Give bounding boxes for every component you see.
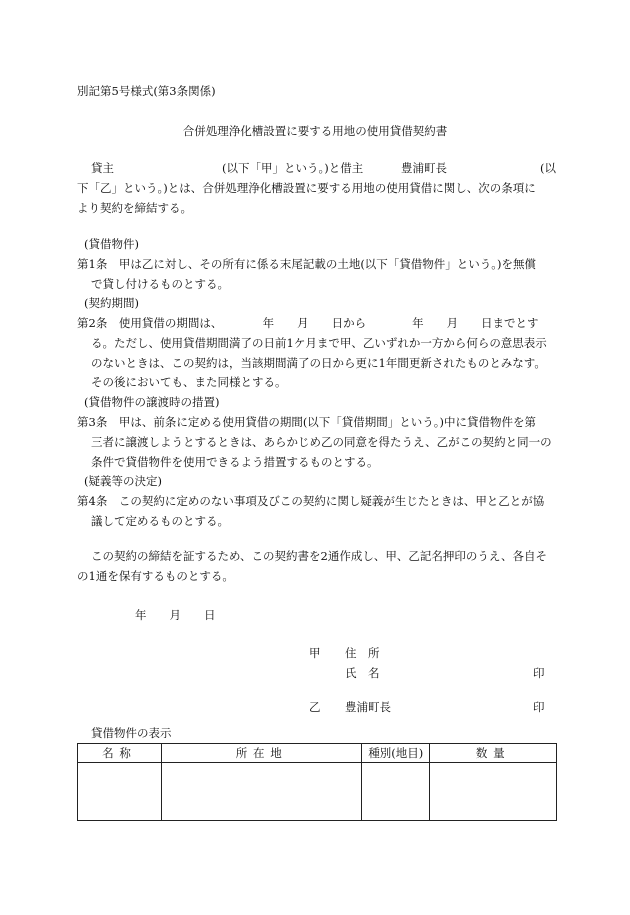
cell-location: [161, 763, 362, 821]
header-type: 種別(地目): [362, 744, 430, 763]
cell-type: [362, 763, 430, 821]
party-a-mark: 甲: [309, 646, 321, 660]
party-b-seal: 印: [533, 700, 545, 714]
article-1-line: で貸し付けるものとする。: [91, 277, 229, 291]
article-4-line: 第4条 この契約に定めのない事項及びこの契約に関し疑義が生じたときは、甲と乙とが協: [77, 494, 545, 508]
article-3-line: 三者に譲渡しようとするときは、あらかじめ乙の同意を得たうえ、乙がこの契約と同一の: [91, 435, 552, 449]
form-id: 別記第5号様式(第3条関係): [77, 84, 216, 98]
party-a-name-label: 氏 名: [345, 666, 380, 680]
article-3-line: 条件で貸借物件を使用できるよう措置するものとする。: [91, 455, 379, 469]
article-2-line: その後においても、また同様とする。: [91, 375, 287, 389]
closing-line: この契約の締結を証するため、この契約書を2通作成し、甲、乙記名押印のうえ、各自そ: [91, 549, 548, 563]
party-a-seal: 印: [533, 666, 545, 680]
article-4-heading: (疑義等の決定): [84, 474, 162, 488]
intro-line2: 下「乙」という。)とは、合併処理浄化槽設置に要する用地の使用貸借に関し、次の条項に: [77, 181, 536, 195]
article-2-line: のないときは、この契約は，当該期間満了の日から更に1年間更新されたものとみなす。: [91, 356, 546, 370]
header-quantity: 数量: [430, 744, 557, 763]
article-2-line: 第2条 使用貸借の期間は、 年 月 日から 年 月 日までとす: [77, 316, 539, 330]
intro-line3: より契約を締結する。: [77, 201, 192, 215]
party-b-name: 豊浦町長: [345, 700, 391, 714]
property-table: [77, 743, 557, 821]
article-1-heading: (貸借物件): [84, 237, 139, 251]
article-3-heading: (貸借物件の譲渡時の措置): [84, 395, 220, 409]
header-name: 名称: [78, 744, 162, 763]
intro-line1-end: (以: [540, 161, 556, 175]
article-1-line: 第1条 甲は乙に対し、その所有に係る末尾記載の土地(以下「貸借物件」という。)を無償: [77, 257, 537, 271]
cell-name: [78, 763, 162, 821]
intro-lender-alias: (以下「甲」という。)と借主: [222, 161, 364, 175]
article-3-line: 第3条 甲は、前条に定める使用貸借の期間(以下「貸借期間」という。)中に貸借物件を第: [77, 415, 537, 429]
article-2-line: る。ただし、使用貸借期間満了の日前1ケ月まで甲、乙いずれか一方から何らの意思表示: [91, 336, 547, 350]
party-a-address-label: 住 所: [345, 646, 380, 660]
document-title: 合併処理浄化槽設置に要する用地の使用貸借契約書: [182, 124, 448, 138]
article-2-heading: (契約期間): [84, 296, 139, 310]
table-row: [78, 763, 557, 821]
cell-quantity: [430, 763, 557, 821]
property-table-caption: 貸借物件の表示: [91, 726, 172, 740]
closing-line: の1通を保有するものとする。: [77, 569, 234, 583]
intro-borrower: 豊浦町長: [401, 161, 447, 175]
article-4-line: 議して定めるものとする。: [91, 514, 229, 528]
table-header-row: [78, 744, 557, 763]
date-line: 年 月 日: [135, 608, 216, 622]
header-location: 所在地: [161, 744, 362, 763]
intro-lender: 貸主: [91, 161, 114, 175]
party-b-mark: 乙: [309, 700, 321, 714]
